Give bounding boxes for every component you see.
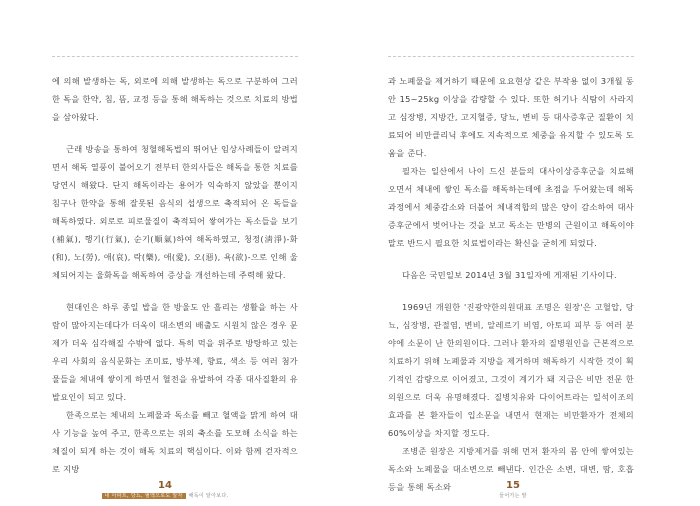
right-page bbox=[350, 0, 700, 506]
right-body-text bbox=[388, 72, 634, 496]
page-number: 15 bbox=[506, 480, 520, 491]
running-head-title: 해독이 알아보다. bbox=[188, 493, 229, 499]
paragraph: 근래 방송을 통하여 청혈해독법의 뛰어난 임상사례들이 알려지면서 해독 열풍이 불어오기 전부터 한의사들은 해독을 통한 치료를 당연시 해왔다. 단지 해독이라는 용어가 익숙하지 않았을 뿐이지 침구나 한약을 통해 잘못된 음식의 섭생으로 축적되어 온 독들을 해독하였다. 외로로 피로물질이 축적되어 쌓여가는 독소들을 보기(補氣), 행기(行氣), 순기(順氣)하여 해독하였고, 청정(淸淨)-화(和), 노(勞), 애(哀), 락(樂), 애(愛), 오(惡), 욕(欲)-으로 인해 울체되어지는 울화독을 해독하여 증상을 개선하는데 주력해 왔다. bbox=[52, 144, 298, 280]
paragraph: 현대인은 하루 종일 밥을 한 방울도 안 흘리는 생활을 하는 사람이 많아지는데다가 더욱이 대소변의 배출도 시원치 않은 경우 문제가 더욱 심각해질 수밖에 없다. 특히 먹을 위주로 방탕하고 있는 우리 사회의 음식문화는 조미료, 방부제, 향료, 색소 등 여러 첨가물들을 체내에 쌓이게 하면서 혈전을 유발하여 각종 대사질환의 유발요인이 되고 있다. bbox=[52, 302, 298, 402]
page-number: 14 bbox=[158, 480, 172, 491]
right-folio bbox=[338, 480, 688, 500]
header-rule bbox=[52, 56, 298, 57]
paragraph: 에 의해 발생하는 독, 외로에 의해 발생하는 독으로 구분하여 그러한 독을 한약, 침, 뜸, 교정 등을 통해 해독하는 것으로 치료의 방법을 삼아왔다. bbox=[52, 76, 298, 122]
paragraph: 과 노폐물을 제거하기 때문에 요요현상 같은 부작용 없이 3개월 동안 15~25kg 이상을 감량할 수 있다. 또한 허기나 식탐이 사라지고 심장병, 지방간, 고지혈증, 당뇨, 변비 등 대사증후군 질환이 치료되어 비만클리닉 후에도 지속적으로 체중을 유지할 수 있도록 도움을 준다. bbox=[388, 76, 634, 158]
running-head bbox=[0, 492, 340, 500]
header-rule bbox=[388, 56, 634, 57]
running-head-highlight: 내 아파트, 당뇨, 혈액으로도 알자 bbox=[102, 493, 186, 499]
paragraph: 다음은 국민일보 2014년 3월 31일자에 게재된 기사이다. bbox=[402, 270, 617, 280]
paragraph: 한족으로는 체내의 노폐물과 독소를 빼고 혈액을 맑게 하여 대사 기능을 높여 주고, 한족으로는 위의 축소를 도모해 소식을 하는 체질이 되게 하는 것이 해독 치료의 핵심이다. 이와 함께 걷자적으로 지방 bbox=[52, 410, 298, 474]
quoted-article-paragraph: 1969년 개원한 '진광약한의원대표 조명은 원장'은 고혈압, 당뇨, 심장병, 관절염, 변비, 알레르기 비염, 아토피 피부 등 여러 분야에 소문이 난 한의원이다. 그러나 환자의 질병원인을 근본적으로 치료하기 위해 노폐물과 지방을 제거하며 해독하기 시작한 것이 획기적인 감량으로 이어졌고, 그것이 계기가 돼 지금은 비만 전문 한의원으로 더욱 유명해졌다. 질병치유와 다이어트라는 일석이조의 효과를 본 환자들이 입소문을 내면서 현재는 비만환자가 전체의 60%이상을 차지할 정도다. bbox=[388, 302, 634, 438]
left-body-text bbox=[52, 72, 298, 478]
running-head-title: 들어가는 말 bbox=[499, 493, 527, 499]
paragraph: 필자는 일산에서 나이 드신 분들의 대사이상증후군을 치료해 오면서 체내에 쌓인 독소를 해독하는데에 초점을 두어왔는데 해독과정에서 체중감소와 더불어 체내적합의 많은 양이 감소하여 대사증후군에서 벗어나는 것을 보고 독소는 만병의 근원이고 해독이야 말로 반드시 필요한 치료법이라는 확신을 굳히게 되었다. bbox=[388, 166, 634, 248]
quoted-article-paragraph: 조병준 원장은 지방제거를 위해 먼저 환자의 몸 안에 쌓여있는 독소와 노폐물을 대소변으로 빼낸다. 인간은 소변, 대변, 땀, 호흡 등을 통해 독소와 bbox=[388, 446, 634, 492]
left-folio bbox=[0, 480, 340, 500]
